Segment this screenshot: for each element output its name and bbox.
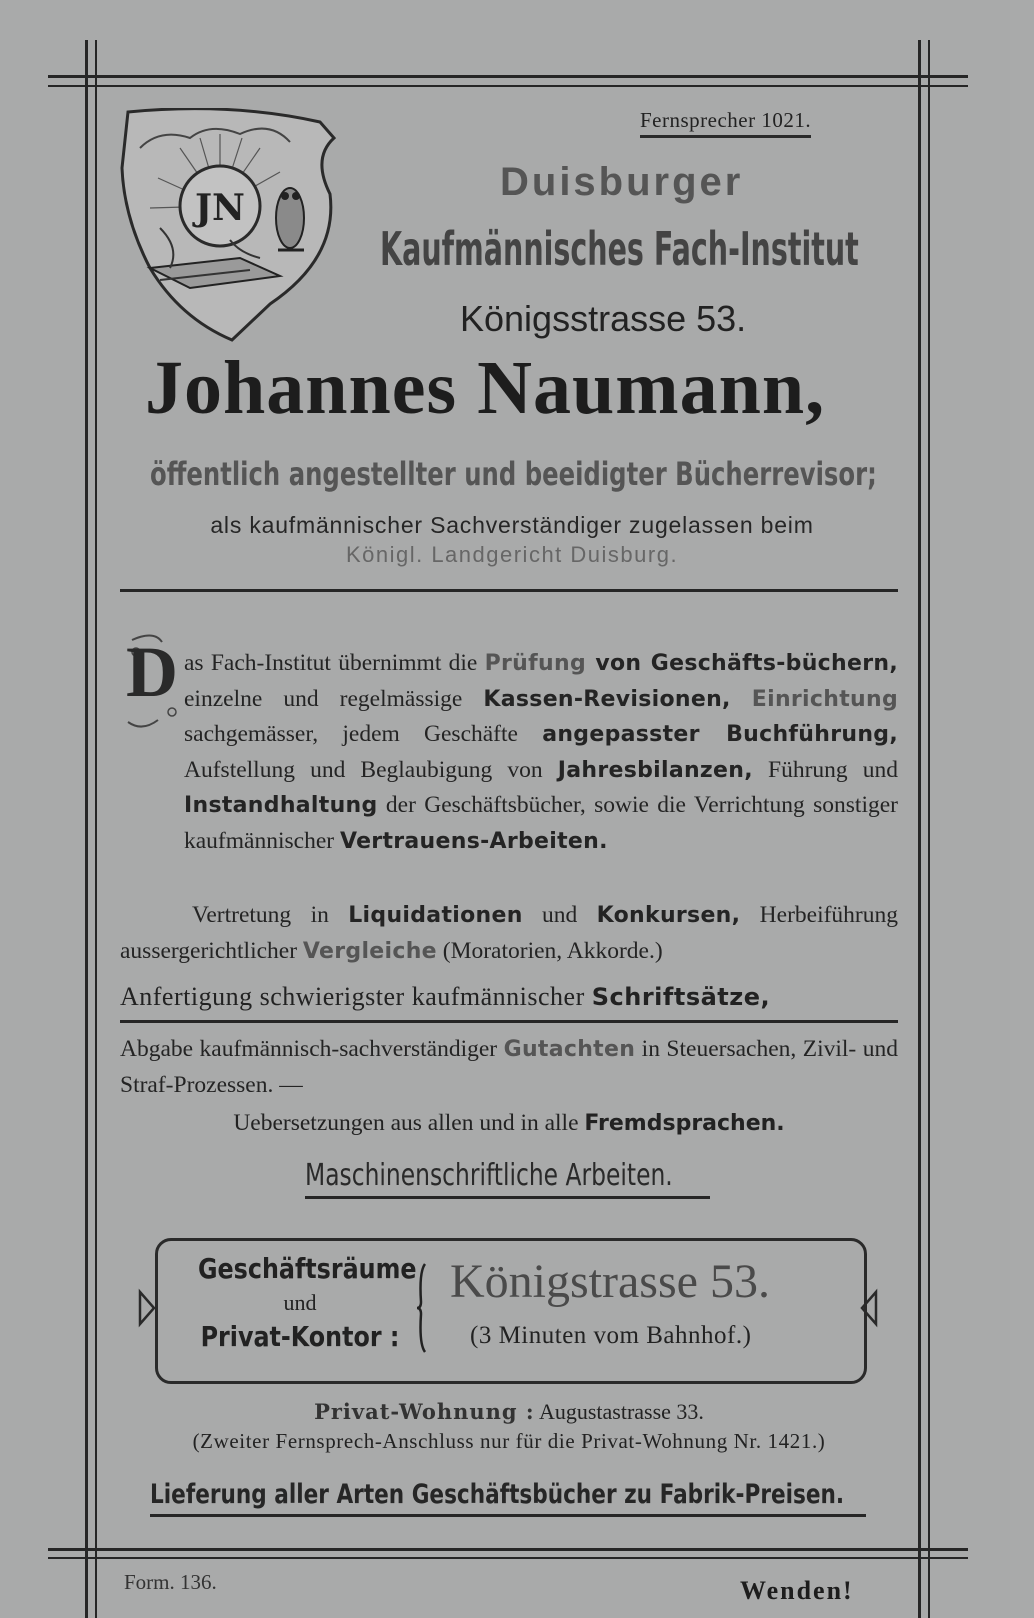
- office-note: (3 Minuten vom Bahnhof.): [470, 1322, 752, 1349]
- services-paragraph: [120, 646, 898, 859]
- briefs-text: Anfertigung schwierigster kaufmännischer: [120, 982, 592, 1011]
- p2-run: (Moratorien, Akkorde.): [436, 937, 663, 964]
- liquidation-paragraph: [120, 898, 898, 969]
- expertise-text: [120, 1032, 898, 1103]
- p1-run: einzelne und regelmässige: [184, 685, 484, 712]
- court-line-1: als kaufmännischer Sachverständiger zugelassen beim: [210, 512, 814, 538]
- p1-run: Jahresbilanzen,: [557, 757, 753, 783]
- left-bracket-icon: [138, 1288, 158, 1328]
- p2-run: Konkursen,: [596, 903, 741, 928]
- frame-left-rule-1: [85, 40, 88, 1618]
- institute-heading: Kaufmännisches Fach-Institut: [380, 222, 859, 276]
- p4-run: Gutachten: [503, 1037, 636, 1062]
- turn-over-note: Wenden!: [740, 1576, 854, 1605]
- translations-bold: Fremdsprachen.: [584, 1111, 785, 1136]
- phone-number: Fernsprecher 1021.: [640, 108, 811, 138]
- form-number: Form. 136.: [124, 1570, 217, 1594]
- p1-run: angepasster Buchführung,: [542, 722, 898, 747]
- expertise-paragraph: [120, 1032, 898, 1103]
- crest-monogram: JN: [195, 187, 245, 229]
- p2-run: Vergleiche: [302, 938, 437, 964]
- p1-run: Aufstellung und Beglaubigung von: [184, 756, 558, 783]
- crest-logo: [120, 108, 340, 348]
- p1-run: Instandhaltung: [184, 793, 378, 818]
- p2-run: Liquidationen: [348, 903, 523, 928]
- office-label-2: und: [283, 1290, 317, 1315]
- private-phone-note: (Zweiter Fernsprech-Anschluss nur für die Privat-Wohnung Nr. 1421.): [192, 1429, 826, 1453]
- p1-run: [731, 686, 752, 712]
- frame-top-rule-2: [48, 85, 968, 87]
- p2-run: Herbeiführung aussergerichtlicher: [120, 902, 899, 964]
- briefs-bold: Schriftsätze,: [591, 983, 771, 1011]
- p2-run: und: [522, 902, 597, 928]
- owner-name: Johannes Naumann,: [145, 346, 826, 430]
- liquidation-text: [120, 898, 898, 969]
- frame-top-rule-1: [48, 75, 968, 78]
- owner-title: öffentlich angestellter und beeidigter Bücherrevisor;: [150, 455, 877, 493]
- frame-left-rule-2: [95, 40, 97, 1618]
- briefs-line: [120, 982, 898, 1012]
- p1-run: Einrichtung: [751, 686, 898, 712]
- translations-text: Uebersetzungen aus allen und in alle: [233, 1110, 585, 1136]
- city-heading: Duisburger: [500, 160, 744, 204]
- private-residence: [120, 1399, 898, 1425]
- court-line-2: Königl. Landgericht Duisburg.: [345, 542, 679, 567]
- supply-line: [150, 1479, 1018, 1510]
- p1-run: as Fach-Institut übernimmt die: [184, 650, 485, 676]
- translations-line: [120, 1110, 898, 1137]
- supply-underline: [150, 1514, 866, 1517]
- supply-text: Lieferung aller Arten Geschäftsbücher zu Fabrik-Preisen.: [150, 1479, 845, 1510]
- p1-run: Führung und: [752, 756, 898, 783]
- typing-underline: [305, 1196, 710, 1199]
- p1-run: Prüfung: [484, 651, 586, 676]
- section-divider: [120, 589, 898, 592]
- p1-run: von Geschäfts-büchern,: [586, 651, 898, 676]
- frame-right-rule-1: [918, 40, 921, 1618]
- p4-run: in Steuersachen, Zivil- und Straf-Prozessen. —: [120, 1036, 898, 1098]
- frame-bottom-rule-2: [48, 1557, 968, 1559]
- office-address: Königstrasse 53.: [450, 1255, 770, 1308]
- typing-line: [305, 1158, 776, 1193]
- frame-right-rule-2: [928, 40, 930, 1618]
- office-label-1: Geschäftsräume: [198, 1252, 417, 1285]
- p4-run: Abgabe kaufmännisch-sachverständiger: [120, 1036, 504, 1062]
- drop-cap-letter: D: [126, 632, 178, 712]
- office-label-block: [180, 1250, 420, 1356]
- services-text: [184, 646, 898, 859]
- right-bracket-icon: [858, 1288, 878, 1328]
- brace-divider: [415, 1262, 429, 1354]
- p1-run: Vertrauens-Arbeiten.: [339, 828, 608, 854]
- office-label-3: Privat-Kontor :: [200, 1320, 400, 1353]
- private-address: Augustastrasse 33.: [534, 1399, 704, 1424]
- institute-address: Königsstrasse 53.: [460, 298, 747, 339]
- private-label: Privat-Wohnung :: [314, 1399, 535, 1424]
- p1-run: Kassen-Revisionen,: [483, 686, 731, 712]
- frame-bottom-rule-1: [48, 1548, 968, 1551]
- briefs-underline: [120, 1020, 898, 1023]
- typing-text: Maschinenschriftliche Arbeiten.: [305, 1158, 673, 1193]
- p2-run: Vertretung in: [192, 902, 349, 928]
- p1-run: der Geschäftsbücher, sowie die Verrichtung sonstiger kaufmännischer: [184, 792, 898, 854]
- p1-run: sachgemässer, jedem Geschäfte: [184, 721, 543, 747]
